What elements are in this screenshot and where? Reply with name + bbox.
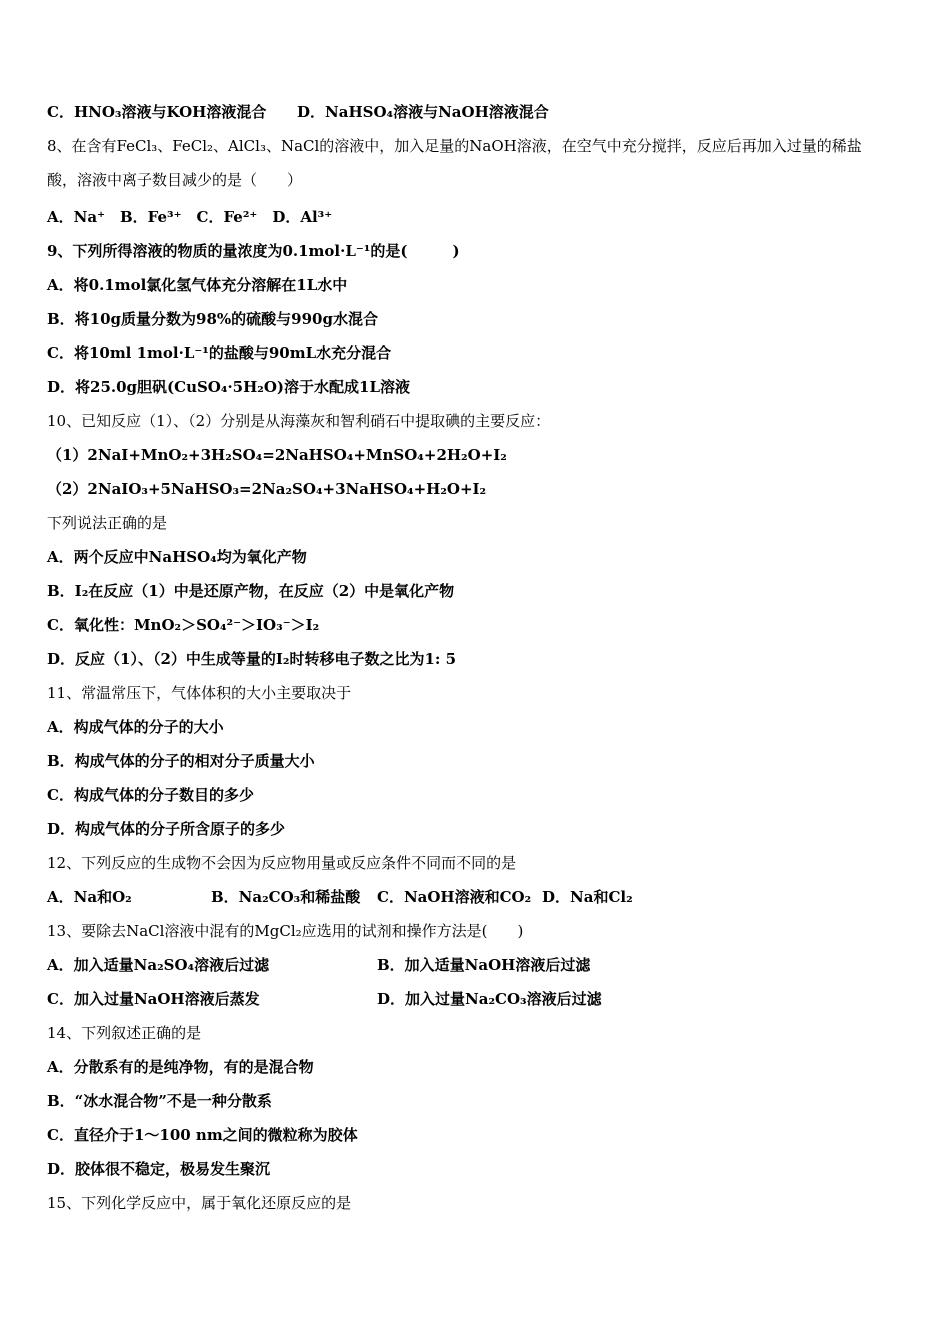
q15-stem: 15、下列化学反应中，属于氧化还原反应的是 — [47, 1194, 352, 1212]
q9-option-c: C．将10ml 1mol·L⁻¹的盐酸与90mL水充分混合 — [47, 344, 392, 362]
q13-option-b: B．加入适量NaOH溶液后过滤 — [377, 956, 591, 974]
q8-stem-line2: 酸，溶液中离子数目减少的是（ ） — [47, 171, 303, 189]
q14-option-c: C．直径介于1～100 nm之间的微粒称为胶体 — [47, 1126, 358, 1144]
q9-option-b: B．将10g质量分数为98%的硫酸与990g水混合 — [47, 310, 378, 328]
document-page — [47, 99, 917, 1224]
q12-option-b: B．Na₂CO₃和稀盐酸 — [211, 888, 361, 906]
q9-stem: 9、下列所得溶液的物质的量浓度为0.1mol·L⁻¹的是( ) — [47, 242, 460, 260]
q14-option-b: B．“冰水混合物”不是一种分散系 — [47, 1092, 272, 1110]
q11-option-c: C．构成气体的分子数目的多少 — [47, 786, 254, 804]
q12-option-a: A．Na和O₂ — [47, 888, 132, 906]
q14-option-a: A．分散系有的是纯净物，有的是混合物 — [47, 1058, 314, 1076]
q11-stem: 11、常温常压下，气体体积的大小主要取决于 — [47, 684, 352, 702]
q13-stem-text: 13、要除去NaCl溶液中混有的MgCl₂应选用的试剂和操作方法是( ) — [47, 922, 524, 940]
q10-option-d: D．反应（1）、（2）中生成等量的I₂时转移电子数之比为1: 5 — [47, 650, 457, 668]
q12-stem: 12、下列反应的生成物不会因为反应物用量或反应条件不同而不同的是 — [47, 854, 517, 872]
q12-option-d: D．Na和Cl₂ — [542, 888, 633, 906]
q13-option-a: A．加入适量Na₂SO₄溶液后过滤 — [47, 956, 270, 974]
q14-option-d: D．胶体很不稳定，极易发生聚沉 — [47, 1160, 271, 1178]
q8-options: A．Na⁺ B．Fe³⁺ C．Fe²⁺ D．Al³⁺ — [47, 208, 333, 226]
q11-option-a: A．构成气体的分子的大小 — [47, 718, 224, 736]
q11-option-d: D．构成气体的分子所含原子的多少 — [47, 820, 286, 838]
q10-ask: 下列说法正确的是 — [47, 514, 168, 532]
q12-options — [47, 884, 917, 918]
q9-option-a: A．将0.1mol氯化氢气体充分溶解在1L水中 — [47, 276, 348, 294]
q13-options-row1 — [47, 952, 917, 986]
q13-option-c: C．加入过量NaOH溶液后蒸发 — [47, 990, 260, 1008]
q14-stem: 14、下列叙述正确的是 — [47, 1024, 202, 1042]
q9-option-d: D．将25.0g胆矾(CuSO₄·5H₂O)溶于水配成1L溶液 — [47, 378, 410, 396]
q10-option-b: B．I₂在反应（1）中是还原产物，在反应（2）中是氧化产物 — [47, 582, 455, 600]
q13-option-d: D．加入过量Na₂CO₃溶液后过滤 — [377, 990, 602, 1008]
q10-option-a: A．两个反应中NaHSO₄均为氧化产物 — [47, 548, 307, 566]
q13-options-row2 — [47, 986, 917, 1020]
q10-reaction-1: （1）2NaI+MnO₂+3H₂SO₄=2NaHSO₄+MnSO₄+2H₂O+I₂ — [47, 446, 507, 464]
q11-option-b: B．构成气体的分子的相对分子质量大小 — [47, 752, 315, 770]
q7-option-c: C．HNO₃溶液与KOH溶液混合 — [47, 103, 267, 121]
q10-reaction-2: （2）2NaIO₃+5NaHSO₃=2Na₂SO₄+3NaHSO₄+H₂O+I₂ — [47, 480, 487, 498]
q12-option-c: C．NaOH溶液和CO₂ — [377, 888, 532, 906]
q7-options — [47, 99, 917, 133]
q13-stem — [47, 918, 917, 952]
q10-option-c: C．氧化性：MnO₂＞SO₄²⁻＞IO₃⁻＞I₂ — [47, 616, 320, 634]
q7-option-d: D．NaHSO₄溶液与NaOH溶液混合 — [297, 103, 549, 121]
q10-stem: 10、已知反应（1）、（2）分别是从海藻灰和智利硝石中提取碘的主要反应： — [47, 412, 551, 430]
q8-stem-line1: 8、在含有FeCl₃、FeCl₂、AlCl₃、NaCl的溶液中，加入足量的NaOH溶液，在空气中充分搅拌，反应后再加入过量的稀盐 — [47, 137, 862, 155]
